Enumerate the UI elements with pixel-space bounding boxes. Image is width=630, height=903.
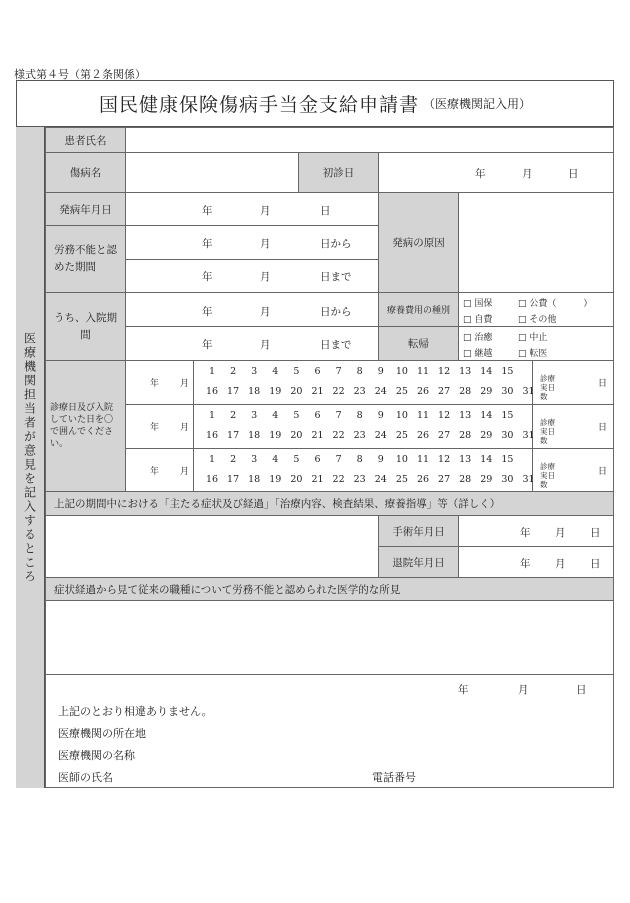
symptoms-field[interactable] [45,515,379,578]
first-visit-month: 月 [522,168,533,180]
onset-date-label: 発病年月日 [45,192,126,226]
calendar-day[interactable]: 30 [501,474,514,485]
calendar-day[interactable]: 31 [522,430,535,441]
calendar-day[interactable]: 28 [459,386,472,397]
expense-option-kokuho[interactable]: □ 国保 [463,299,493,309]
calendar-day[interactable]: 9 [377,410,384,421]
calendar-day[interactable]: 20 [290,386,303,397]
hosp-to-month: 月 [260,339,271,351]
opinion-field[interactable] [45,600,614,675]
calendar-day[interactable]: 16 [205,474,219,485]
calendar-day[interactable]: 2 [230,366,237,377]
calendar-month-label: 月 [180,423,190,433]
expense-type-label: 療養費用の種別 [378,292,459,327]
cert-year: 年 [458,684,469,696]
calendar-column-divider [532,360,533,404]
calendar-year-label: 年 [150,467,160,477]
symptoms-header: 上記の期間中における「主たる症状及び経過」「治療内容、検査結果、療養指導」等（詳しく） [45,491,614,516]
calendar-day[interactable]: 27 [438,474,451,485]
calendar-day[interactable]: 7 [335,410,342,421]
calendar-day[interactable]: 16 [205,430,219,441]
calendar-day[interactable]: 8 [356,410,363,421]
calendar-day[interactable]: 30 [501,386,514,397]
calendar-day[interactable]: 18 [248,430,261,441]
calendar-day[interactable]: 29 [480,430,493,441]
institution-address-label: 医療機関の所在地 [58,727,146,740]
calendar-year-label: 年 [150,379,160,389]
form-title: 国民健康保険傷病手当金支給申請書 [98,94,419,116]
calendar-day[interactable]: 27 [438,430,451,441]
calendar-day[interactable]: 5 [293,366,300,377]
form-number: 様式第４号（第２条関係） [14,68,146,81]
calendar-day[interactable]: 19 [269,474,282,485]
work-to-day: 日まで [320,271,352,283]
calendar-day[interactable]: 4 [272,366,279,377]
calendar-day[interactable]: 5 [293,410,300,421]
outcome-label: 転帰 [378,326,459,361]
calendar-day[interactable]: 4 [272,454,279,465]
calendar-day[interactable]: 6 [314,410,321,421]
calendar-day[interactable]: 12 [438,366,451,377]
calendar-day[interactable]: 12 [438,410,451,421]
expense-option-jihi[interactable]: □ 自費 [463,315,493,325]
calendar-month-label: 月 [180,467,190,477]
calendar-day[interactable]: 13 [459,410,472,421]
actual-days-label: 診療実日数 [540,374,555,401]
hospitalization-label: うち、入院期間 [45,292,126,361]
calendar-column-divider [193,404,194,448]
calendar-day[interactable]: 18 [248,386,261,397]
onset-cause-field[interactable] [458,192,614,293]
first-visit-day: 日 [568,168,579,180]
calendar-day[interactable]: 27 [438,386,451,397]
calendar-day[interactable]: 26 [416,430,430,441]
calendar-day[interactable]: 7 [335,366,342,377]
calendar-day[interactable]: 1 [208,410,216,421]
calendar-day[interactable]: 20 [290,474,303,485]
calendar-day[interactable]: 25 [395,474,408,485]
calendar-day[interactable]: 15 [501,454,514,465]
calendar-day[interactable]: 4 [272,410,279,421]
hosp-from-year: 年 [202,306,213,318]
first-visit-label: 初診日 [298,152,379,193]
form-title-note: （医療機関記入用） [423,97,532,111]
calendar-day[interactable]: 13 [459,366,472,377]
calendar-day[interactable]: 10 [395,454,408,465]
calendar-day[interactable]: 28 [459,430,472,441]
outcome-option-cured[interactable]: □ 治癒 [463,333,493,343]
surgery-day: 日 [590,527,601,539]
actual-days-unit: 日 [598,423,608,433]
work-to-month: 月 [260,271,271,283]
calendar-day[interactable]: 13 [459,454,472,465]
patient-name-field[interactable] [125,127,614,153]
calendar-day[interactable]: 22 [332,474,345,485]
disease-name-field[interactable] [125,152,299,193]
calendar-day[interactable]: 28 [459,474,472,485]
calendar-day[interactable]: 25 [395,386,408,397]
calendar-day[interactable]: 19 [269,430,282,441]
calendar-day[interactable]: 21 [311,430,324,441]
actual-days-label: 診療実日数 [540,418,555,445]
calendar-column-divider [532,448,533,492]
actual-days-label: 診療実日数 [540,462,555,489]
calendar-day[interactable]: 16 [205,386,219,397]
work-to-year: 年 [202,271,213,283]
side-label: 医療機関担当者が意見を記入するところ [22,331,37,584]
calendar-day[interactable]: 23 [353,474,366,485]
calendar-day[interactable]: 14 [480,410,493,421]
calendar-day[interactable]: 5 [293,454,300,465]
calendar-row-divider [125,448,614,449]
calendar-day[interactable]: 2 [230,410,237,421]
work-from-year: 年 [202,238,213,250]
calendar-day[interactable]: 2 [230,454,237,465]
calendar-day[interactable]: 14 [480,366,493,377]
side-label-strip [16,127,45,788]
disease-name-label: 傷病名 [45,152,126,193]
first-visit-field[interactable] [378,152,614,193]
calendar-day[interactable]: 15 [501,366,514,377]
calendar-day[interactable]: 19 [269,386,282,397]
calendar-day[interactable]: 24 [374,430,387,441]
cert-statement: 上記のとおり相違ありません。 [58,705,213,718]
calendar-day[interactable]: 1 [208,454,216,465]
calendar-day[interactable]: 3 [251,366,258,377]
calendar-day[interactable]: 9 [377,454,384,465]
calendar-month-label: 月 [180,379,190,389]
calendar-day[interactable]: 10 [395,366,408,377]
opinion-header: 症状経過から見て従来の職種について労務不能と認められた医学的な所見 [45,577,614,601]
surgery-year: 年 [520,527,531,539]
calendar-day[interactable]: 24 [374,474,387,485]
surgery-date-label: 手術年月日 [378,515,459,547]
calendar-row-divider [125,404,614,405]
calendar-day[interactable]: 25 [395,430,408,441]
calendar-day[interactable]: 15 [501,410,514,421]
actual-days-unit: 日 [598,379,608,389]
cert-day: 日 [576,684,587,696]
hosp-to-year: 年 [202,339,213,351]
calendar-day[interactable]: 11 [416,366,430,377]
expense-option-kohi[interactable]: □ 公費（ ） [518,299,593,309]
calendar-day[interactable]: 20 [290,430,303,441]
calendar-column-divider [193,448,194,492]
doctor-name-label: 医師の氏名 [58,771,113,784]
calendar-day[interactable]: 3 [251,410,258,421]
calendar-day[interactable]: 7 [335,454,342,465]
discharge-year: 年 [520,558,531,570]
calendar-day[interactable]: 3 [251,454,258,465]
discharge-month: 月 [555,558,566,570]
calendar-day[interactable]: 23 [353,430,366,441]
calendar-day[interactable]: 22 [332,430,345,441]
hosp-from-day: 日から [320,306,352,318]
calendar-day[interactable]: 1 [208,366,216,377]
calendar-day[interactable]: 6 [314,366,321,377]
hosp-to-day: 日まで [320,339,352,351]
outcome-option-stopped[interactable]: □ 中止 [518,333,548,343]
onset-year: 年 [202,205,213,217]
calendar-day[interactable]: 12 [438,454,451,465]
calendar-day[interactable]: 18 [248,474,261,485]
patient-name-label: 患者氏名 [45,127,126,153]
calendar-day[interactable]: 26 [416,474,430,485]
calendar-year-label: 年 [150,423,160,433]
outcome-option-continued[interactable]: □ 継越 [463,349,493,359]
phone-label: 電話番号 [372,771,416,784]
visit-days-note: 診療日及び入院していた日を〇で囲んでください。 [45,360,126,492]
institution-name-label: 医療機関の名称 [58,749,135,762]
discharge-day: 日 [590,558,601,570]
calendar-day[interactable]: 26 [416,386,430,397]
calendar-day[interactable]: 11 [416,454,430,465]
work-from-month: 月 [260,238,271,250]
calendar-day[interactable]: 10 [395,410,408,421]
work-incapacity-label: 労務不能と認めた期間 [45,225,126,293]
calendar-day[interactable]: 22 [332,386,345,397]
cert-month: 月 [518,684,529,696]
calendar-column-divider [193,360,194,404]
calendar-day[interactable]: 14 [480,454,493,465]
calendar-column-divider [532,404,533,448]
calendar-day[interactable]: 8 [356,454,363,465]
calendar-day[interactable]: 8 [356,366,363,377]
calendar-day[interactable]: 24 [374,386,387,397]
expense-option-other[interactable]: □ その他 [518,315,557,325]
calendar-day[interactable]: 21 [311,386,324,397]
calendar-day[interactable]: 30 [501,430,514,441]
calendar-day[interactable]: 31 [522,386,535,397]
calendar-day[interactable]: 9 [377,366,384,377]
onset-date-field[interactable] [125,192,379,226]
outcome-option-transfer[interactable]: □ 転医 [518,349,548,359]
calendar-day[interactable]: 31 [522,474,535,485]
calendar-day[interactable]: 29 [480,474,493,485]
calendar-day[interactable]: 17 [227,474,240,485]
hosp-from-month: 月 [260,306,271,318]
calendar-day[interactable]: 23 [353,386,366,397]
calendar-day[interactable]: 17 [227,386,240,397]
onset-cause-label: 発病の原因 [378,192,459,293]
onset-month: 月 [260,205,271,217]
calendar-day[interactable]: 29 [480,386,493,397]
surgery-month: 月 [555,527,566,539]
calendar-day[interactable]: 17 [227,430,240,441]
discharge-date-label: 退院年月日 [378,546,459,578]
onset-day: 日 [320,205,331,217]
actual-days-unit: 日 [598,467,608,477]
work-from-day: 日から [320,238,352,250]
calendar-day[interactable]: 11 [416,410,430,421]
first-visit-year: 年 [475,168,486,180]
calendar-day[interactable]: 6 [314,454,321,465]
calendar-day[interactable]: 21 [311,474,324,485]
